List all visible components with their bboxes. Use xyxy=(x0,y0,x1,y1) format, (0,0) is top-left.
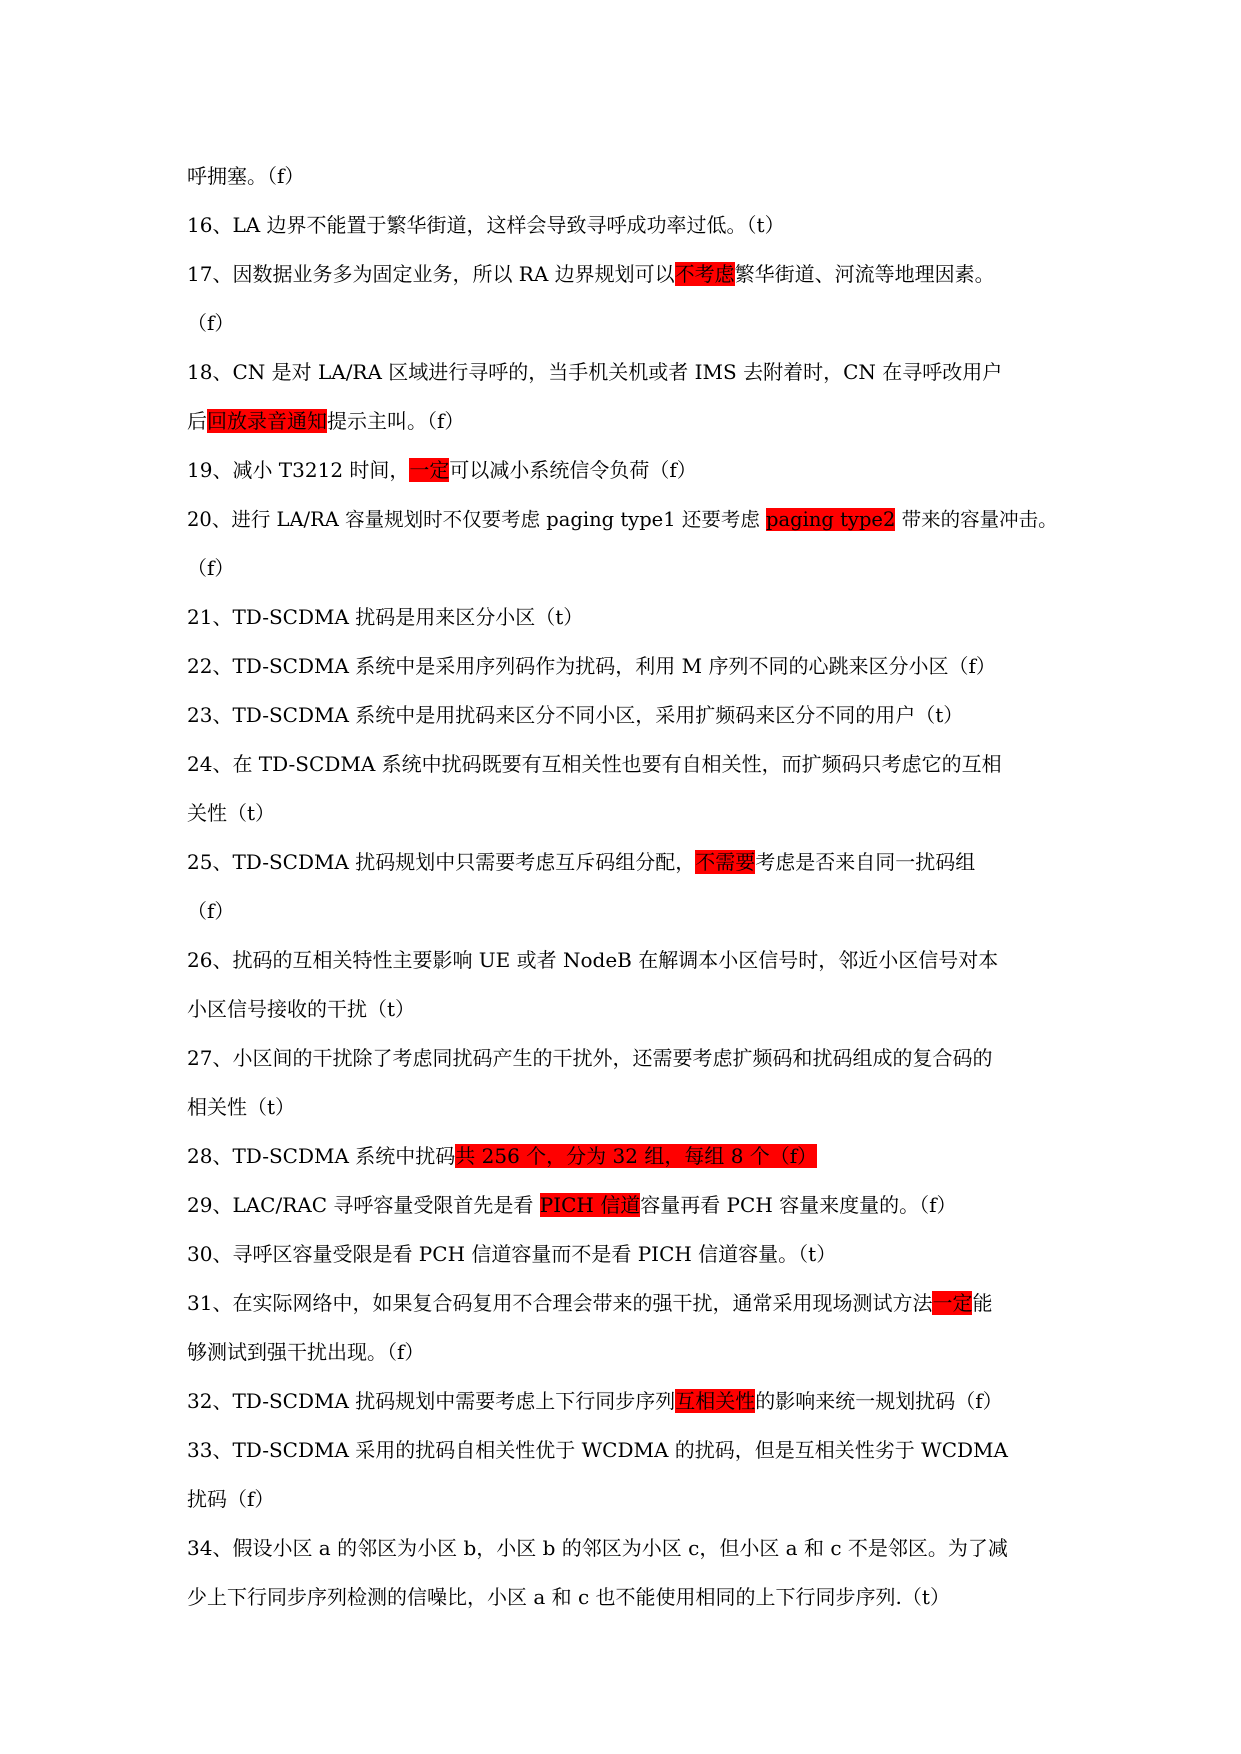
text-line xyxy=(187,1524,1067,1573)
text-line xyxy=(187,1573,1067,1622)
line-text: 24、在 TD-SCDMA 系统中扰码既要有互相关性也要有自相关性，而扩频码只考虑它的互相 xyxy=(187,752,1002,776)
text-line xyxy=(187,593,1067,642)
line-text: 容量再看 PCH 容量来度量的。（f） xyxy=(640,1193,957,1217)
line-text: 考虑是否来自同一扰码组 xyxy=(755,850,976,874)
text-line xyxy=(187,1426,1067,1475)
line-text: 30、寻呼区容量受限是看 PCH 信道容量而不是看 PICH 信道容量。（t） xyxy=(187,1242,837,1266)
text-line xyxy=(187,985,1067,1034)
highlighted-text: 一定 xyxy=(409,458,450,482)
line-text: （f） xyxy=(187,311,235,335)
highlighted-text: PICH 信道 xyxy=(539,1193,641,1217)
line-text: 呼拥塞。（f） xyxy=(187,164,305,188)
line-text: 23、TD-SCDMA 系统中是用扰码来区分不同小区，采用扩频码来区分不同的用户（t） xyxy=(187,703,964,727)
line-text: 繁华街道、河流等地理因素。 xyxy=(734,262,995,286)
text-line xyxy=(187,1034,1067,1083)
text-line xyxy=(187,1181,1067,1230)
highlighted-text: paging type2 xyxy=(766,508,896,531)
text-line xyxy=(187,1377,1067,1426)
line-text: 够测试到强干扰出现。（f） xyxy=(187,1340,425,1364)
text-line xyxy=(187,887,1067,936)
line-text: 21、TD-SCDMA 扰码是用来区分小区（t） xyxy=(187,605,584,629)
text-line xyxy=(187,740,1067,789)
text-line xyxy=(187,838,1067,887)
highlighted-text: 回放录音通知 xyxy=(207,409,327,433)
text-line xyxy=(187,299,1067,348)
text-line xyxy=(187,201,1067,250)
line-text: 29、LAC/RAC 寻呼容量受限首先是看 xyxy=(187,1193,540,1217)
text-line xyxy=(187,1230,1067,1279)
line-text: 少上下行同步序列检测的信噪比，小区 a 和 c 也不能使用相同的上下行同步序列.（t） xyxy=(187,1585,950,1609)
text-line xyxy=(187,348,1067,397)
line-text: 26、扰码的互相关特性主要影响 UE 或者 NodeB 在解调本小区信号时，邻近小区信号对本 xyxy=(187,948,999,972)
text-line xyxy=(187,1475,1067,1524)
line-text: 17、因数据业务多为固定业务，所以 RA 边界规划可以 xyxy=(187,262,675,286)
highlighted-text: 不需要 xyxy=(695,850,756,874)
line-text: 小区信号接收的干扰（t） xyxy=(187,997,416,1021)
text-line xyxy=(187,495,1067,544)
line-text: 28、TD-SCDMA 系统中扰码 xyxy=(187,1144,456,1168)
line-text: 31、在实际网络中，如果复合码复用不合理会带来的强干扰，通常采用现场测试方法 xyxy=(187,1291,933,1315)
text-line xyxy=(187,1083,1067,1132)
line-text: 提示主叫。（f） xyxy=(327,409,465,433)
line-text: 扰码（f） xyxy=(187,1487,275,1511)
line-text: 可以减小系统信令负荷（f） xyxy=(449,458,697,482)
text-line xyxy=(187,1328,1067,1377)
text-line xyxy=(187,544,1067,593)
line-text: 19、减小 T3212 时间， xyxy=(187,458,410,482)
line-text: 相关性（t） xyxy=(187,1095,296,1119)
line-text: 34、假设小区 a 的邻区为小区 b，小区 b 的邻区为小区 c，但小区 a 和 c 不是邻区。为了减 xyxy=(187,1536,1008,1560)
text-line xyxy=(187,691,1067,740)
highlighted-text: 共 256 个，分为 32 组，每组 8 个（f） xyxy=(455,1144,818,1168)
line-text: 32、TD-SCDMA 扰码规划中需要考虑上下行同步序列 xyxy=(187,1389,676,1413)
text-line xyxy=(187,250,1067,299)
highlighted-text: 互相关性 xyxy=(675,1389,756,1413)
line-text: 22、TD-SCDMA 系统中是采用序列码作为扰码，利用 M 序列不同的心跳来区分小区（f） xyxy=(187,654,996,678)
document-page xyxy=(187,152,1067,1622)
line-text: （f） xyxy=(187,899,235,923)
text-line xyxy=(187,152,1067,201)
text-line xyxy=(187,642,1067,691)
line-text: 后 xyxy=(187,409,207,433)
highlighted-text: 一定 xyxy=(932,1291,973,1315)
text-line xyxy=(187,1132,1067,1181)
line-text: 关性（t） xyxy=(187,801,276,825)
line-text: 18、CN 是对 LA/RA 区域进行寻呼的，当手机关机或者 IMS 去附着时，CN 在寻呼改用户 xyxy=(187,360,1003,384)
line-text: 能 xyxy=(972,1291,993,1315)
line-text: 带来的容量冲击。 xyxy=(895,508,1058,531)
highlighted-text: 不考虑 xyxy=(674,262,735,286)
line-text: 的影响来统一规划扰码（f） xyxy=(755,1389,1003,1413)
text-line xyxy=(187,446,1067,495)
line-text: 33、TD-SCDMA 采用的扰码自相关性优于 WCDMA 的扰码，但是互相关性劣于 WCDMA xyxy=(187,1438,1008,1462)
text-line xyxy=(187,1279,1067,1328)
text-line xyxy=(187,789,1067,838)
line-text: 20、进行 LA/RA 容量规划时不仅要考虑 paging type1 还要考虑 xyxy=(187,508,767,531)
line-text: 25、TD-SCDMA 扰码规划中只需要考虑互斥码组分配， xyxy=(187,850,696,874)
line-text: 27、小区间的干扰除了考虑同扰码产生的干扰外，还需要考虑扩频码和扰码组成的复合码的 xyxy=(187,1046,993,1070)
text-line xyxy=(187,397,1067,446)
text-line xyxy=(187,936,1067,985)
line-text: 16、LA 边界不能置于繁华街道，这样会导致寻呼成功率过低。（t） xyxy=(187,213,785,237)
line-text: （f） xyxy=(187,556,235,580)
